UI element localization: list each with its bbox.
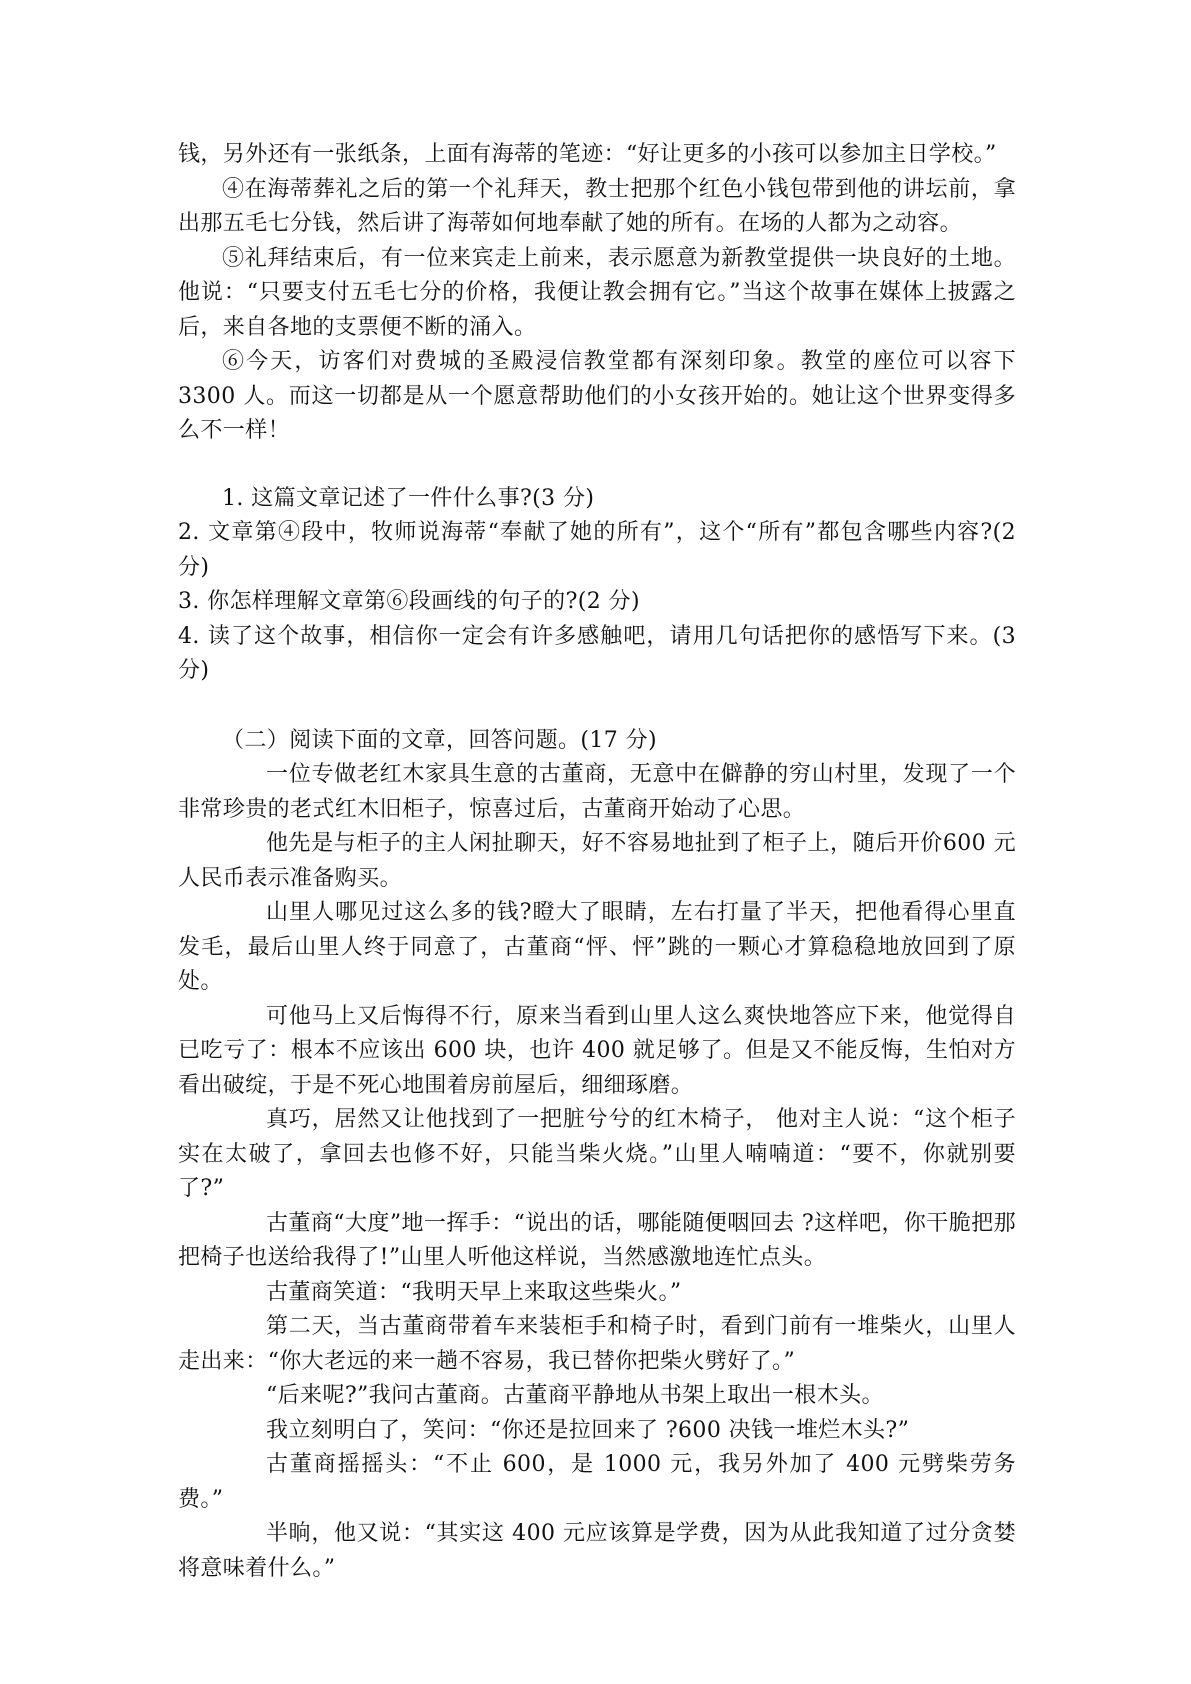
passage1-continuation: 钱，另外还有一张纸条，上面有海蒂的笔迹：“好让更多的小孩可以参加主日学校。” <box>178 142 997 167</box>
section-2-paragraph: 古董商摇摇头：“不止 600，是 1000 元，我另外加了 400 元劈柴劳务费。” <box>178 1452 1016 1512</box>
passage1-paragraph-5: ⑤礼拜结束后，有一位来宾走上前来，表示愿意为新教堂提供一块良好的土地。他说：“只要支付五毛七分的价格，我便让教会拥有它。”当这个故事在媒体上披露之后，来自各地的支票便不断的涌入。 <box>178 245 1016 340</box>
passage1-paragraph-4: ④在海蒂葬礼之后的第一个礼拜天，教士把那个红色小钱包带到他的讲坛前，拿出那五毛七分钱，然后讲了海蒂如何地奉献了她的所有。在场的人都为之动容。 <box>178 176 1016 236</box>
spacer <box>178 449 1016 482</box>
question-4: 4. 读了这个故事，相信你一定会有许多感触吧，请用几句话把你的感悟写下来。(3 分) <box>178 623 1016 683</box>
section-2-title: （二）阅读下面的文章，回答问题。(17 分) <box>222 727 657 753</box>
section-2-paragraph: 山里人哪见过这么多的钱?瞪大了眼睛，左右打量了半天，把他看得心里直发毛，最后山里人终于同意了，古董商“怦、怦”跳的一颗心才算稳稳地放回到了原处。 <box>178 900 1016 994</box>
section-2-paragraph: 古董商笑道：“我明天早上来取这些柴火。” <box>266 1279 682 1305</box>
question-1: 1. 这篇文章记述了一件什么事?(3 分) <box>222 485 595 511</box>
spacer <box>178 689 1016 724</box>
section-2-paragraph: 半晌，他又说：“其实这 400 元应该算是学费，因为从此我知道了过分贪婪将意味着什么。” <box>178 1521 1016 1581</box>
passage1-paragraph-6: ⑥今天，访客们对费城的圣殿浸信教堂都有深刻印象。教堂的座位可以容下3300 人。而这一切都是从一个愿意帮助他们的小女孩开始的。她让这个世界变得多么不一样！ <box>178 349 1016 443</box>
section-2-paragraph: 第二天，当古董商带着车来装柜手和椅子时，看到门前有一堆柴火，山里人走出来：“你大老远的来一趟不容易，我已替你把柴火劈好了。” <box>178 1314 1016 1374</box>
section-2-paragraph: 一位专做老红木家具生意的古董商，无意中在僻静的穷山村里，发现了一个非常珍贵的老式红木旧柜子，惊喜过后，古董商开始动了心思。 <box>178 762 1016 822</box>
section-2-paragraph: “后来呢?”我问古董商。古董商平静地从书架上取出一根木头。 <box>266 1383 884 1408</box>
section-2-paragraph: 我立刻明白了，笑问：“你还是拉回来了 ?600 决钱一堆烂木头?” <box>266 1417 910 1443</box>
document-page <box>178 138 1016 1586</box>
question-3: 3. 你怎样理解文章第⑥段画线的句子的?(2 分) <box>178 589 640 614</box>
section-2-paragraph: 古董商“大度”地一挥手：“说出的话，哪能随便咽回去 ?这样吧，你干脆把那把椅子也送给我得了!”山里人听他这样说，当然感激地连忙点头。 <box>178 1210 1016 1270</box>
section-2-paragraph: 他先是与柜子的主人闲扯聊天，好不容易地扯到了柜子上，随后开价600 元人民币表示准备购买。 <box>178 831 1016 891</box>
section-2-paragraph: 可他马上又后悔得不行，原来当看到山里人这么爽快地答应下来，他觉得自已吃亏了：根本不应该出 600 块，也许 400 就足够了。但是又不能反悔，生怕对方看出破绽，于是不死心地围着房前屋后，细细琢磨。 <box>178 1003 1016 1098</box>
section-2-paragraph: 真巧，居然又让他找到了一把脏兮兮的红木椅子， 他对主人说：“这个柜子实在太破了，拿回去也修不好，只能当柴火烧。”山里人喃喃道：“要不，你就别要了?” <box>178 1107 1016 1201</box>
question-2: 2. 文章第④段中，牧师说海蒂“奉献了她的所有”，这个“所有”都包含哪些内容?(2 分) <box>178 520 1016 580</box>
